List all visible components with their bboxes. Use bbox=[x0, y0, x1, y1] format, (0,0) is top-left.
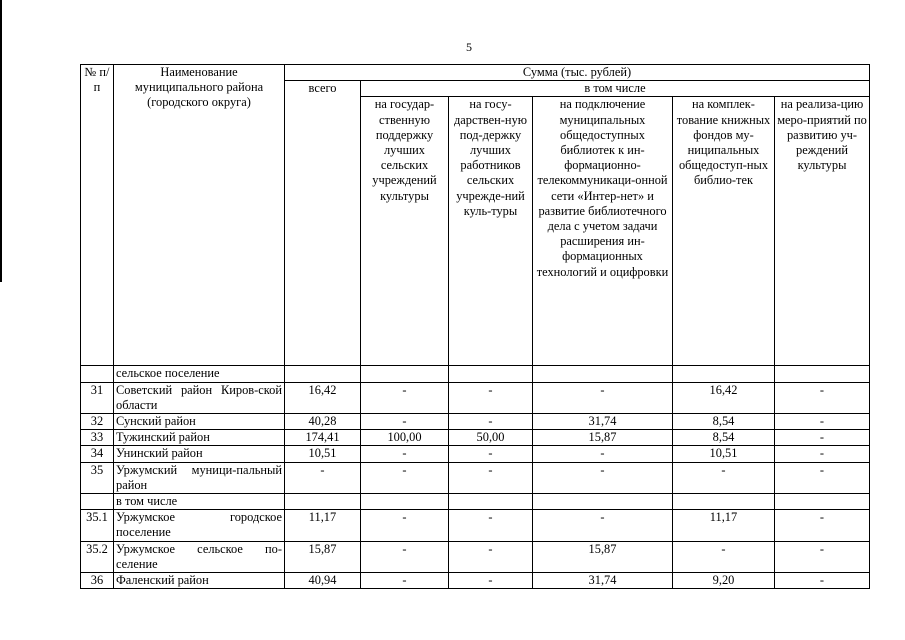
cell-c1: - bbox=[361, 541, 449, 572]
header-name: Наименование муниципального района (городского округа) bbox=[114, 65, 285, 366]
table-row bbox=[81, 573, 870, 589]
cell-c5: - bbox=[775, 414, 870, 430]
header-sub-col: на госу-дарствен-ную под-держку лучших работников сельских учрежде-ний куль-туры bbox=[449, 97, 533, 366]
cell-c2: - bbox=[449, 414, 533, 430]
header-sub-col: на комплек-тование книжных фондов му-ниципальных общедоступ-ных библио-тек bbox=[673, 97, 775, 366]
cell-c5 bbox=[775, 494, 870, 510]
cell-name: Советский район Киров-ской области bbox=[114, 382, 285, 413]
cell-c2 bbox=[449, 366, 533, 382]
header-no: № п/п bbox=[81, 65, 114, 366]
cell-no bbox=[81, 366, 114, 382]
cell-no: 34 bbox=[81, 446, 114, 462]
cell-c3: 31,74 bbox=[533, 414, 673, 430]
cell-c1: - bbox=[361, 462, 449, 493]
cell-c5: - bbox=[775, 541, 870, 572]
cell-c4 bbox=[673, 494, 775, 510]
cell-c4 bbox=[673, 366, 775, 382]
cell-total: - bbox=[285, 462, 361, 493]
cell-c2: - bbox=[449, 382, 533, 413]
cell-c3: 31,74 bbox=[533, 573, 673, 589]
table-row bbox=[81, 510, 870, 541]
cell-c5: - bbox=[775, 573, 870, 589]
table-row bbox=[81, 494, 870, 510]
cell-total: 174,41 bbox=[285, 430, 361, 446]
cell-c2: - bbox=[449, 510, 533, 541]
cell-total: 15,87 bbox=[285, 541, 361, 572]
cell-c4: 8,54 bbox=[673, 414, 775, 430]
cell-c4: 11,17 bbox=[673, 510, 775, 541]
cell-c2: - bbox=[449, 573, 533, 589]
header-sub-col: на государ-ственную поддержку лучших сельских учреждений культуры bbox=[361, 97, 449, 366]
cell-c4: 9,20 bbox=[673, 573, 775, 589]
cell-c3: - bbox=[533, 462, 673, 493]
cell-c2: 50,00 bbox=[449, 430, 533, 446]
cell-c2 bbox=[449, 494, 533, 510]
cell-no: 35.1 bbox=[81, 510, 114, 541]
table-row bbox=[81, 366, 870, 382]
cell-total: 11,17 bbox=[285, 510, 361, 541]
cell-name: Унинский район bbox=[114, 446, 285, 462]
cell-no: 35 bbox=[81, 462, 114, 493]
cell-c1 bbox=[361, 366, 449, 382]
cell-c3 bbox=[533, 494, 673, 510]
cell-total: 40,94 bbox=[285, 573, 361, 589]
header-sub-col: на реализа-цию меро-приятий по развитию уч-реждений культуры bbox=[775, 97, 870, 366]
cell-c2: - bbox=[449, 541, 533, 572]
cell-total bbox=[285, 494, 361, 510]
header-including: в том числе bbox=[361, 81, 870, 97]
page-number: 5 bbox=[466, 40, 472, 54]
cell-total bbox=[285, 366, 361, 382]
cell-no: 36 bbox=[81, 573, 114, 589]
cell-total: 40,28 bbox=[285, 414, 361, 430]
cell-c4: - bbox=[673, 541, 775, 572]
cell-c5: - bbox=[775, 462, 870, 493]
funding-table bbox=[80, 64, 870, 589]
table-row bbox=[81, 446, 870, 462]
header-row-1 bbox=[81, 65, 870, 81]
cell-c5: - bbox=[775, 510, 870, 541]
table-row bbox=[81, 462, 870, 493]
cell-c1: - bbox=[361, 510, 449, 541]
table-row bbox=[81, 430, 870, 446]
cell-c3: - bbox=[533, 446, 673, 462]
table-row bbox=[81, 382, 870, 413]
cell-c4: 10,51 bbox=[673, 446, 775, 462]
cell-total: 16,42 bbox=[285, 382, 361, 413]
cell-name: в том числе bbox=[114, 494, 285, 510]
table-row bbox=[81, 414, 870, 430]
cell-c2: - bbox=[449, 462, 533, 493]
cell-c1: 100,00 bbox=[361, 430, 449, 446]
cell-c3: - bbox=[533, 382, 673, 413]
cell-name: Уржумское городское поселение bbox=[114, 510, 285, 541]
header-total: всего bbox=[285, 81, 361, 366]
cell-c3: 15,87 bbox=[533, 430, 673, 446]
cell-c1: - bbox=[361, 573, 449, 589]
cell-c3: - bbox=[533, 510, 673, 541]
cell-c4: 16,42 bbox=[673, 382, 775, 413]
cell-c2: - bbox=[449, 446, 533, 462]
cell-c3: 15,87 bbox=[533, 541, 673, 572]
page-edge-mark bbox=[0, 0, 2, 282]
cell-c3 bbox=[533, 366, 673, 382]
cell-c1 bbox=[361, 494, 449, 510]
cell-c4: 8,54 bbox=[673, 430, 775, 446]
cell-c5: - bbox=[775, 382, 870, 413]
cell-c1: - bbox=[361, 446, 449, 462]
cell-c1: - bbox=[361, 414, 449, 430]
cell-total: 10,51 bbox=[285, 446, 361, 462]
header-sum: Сумма (тыс. рублей) bbox=[285, 65, 870, 81]
cell-no: 32 bbox=[81, 414, 114, 430]
cell-name: Уржумский муници-пальный район bbox=[114, 462, 285, 493]
cell-no: 31 bbox=[81, 382, 114, 413]
cell-c4: - bbox=[673, 462, 775, 493]
cell-name: Фаленский район bbox=[114, 573, 285, 589]
table-row bbox=[81, 541, 870, 572]
cell-name: Тужинский район bbox=[114, 430, 285, 446]
cell-c5 bbox=[775, 366, 870, 382]
header-sub-col: на подключение муниципальных общедоступных библиотек к ин-формационно-телекоммуникаци-онной сети «Интер-нет» и развитие библиотечного дела с учетом задачи расширения ин-формационных технологий и оцифровки bbox=[533, 97, 673, 366]
cell-name: Уржумское сельское по-селение bbox=[114, 541, 285, 572]
cell-name: Сунский район bbox=[114, 414, 285, 430]
cell-c1: - bbox=[361, 382, 449, 413]
cell-no: 33 bbox=[81, 430, 114, 446]
cell-c5: - bbox=[775, 430, 870, 446]
cell-no bbox=[81, 494, 114, 510]
cell-no: 35.2 bbox=[81, 541, 114, 572]
cell-c5: - bbox=[775, 446, 870, 462]
cell-name: сельское поселение bbox=[114, 366, 285, 382]
